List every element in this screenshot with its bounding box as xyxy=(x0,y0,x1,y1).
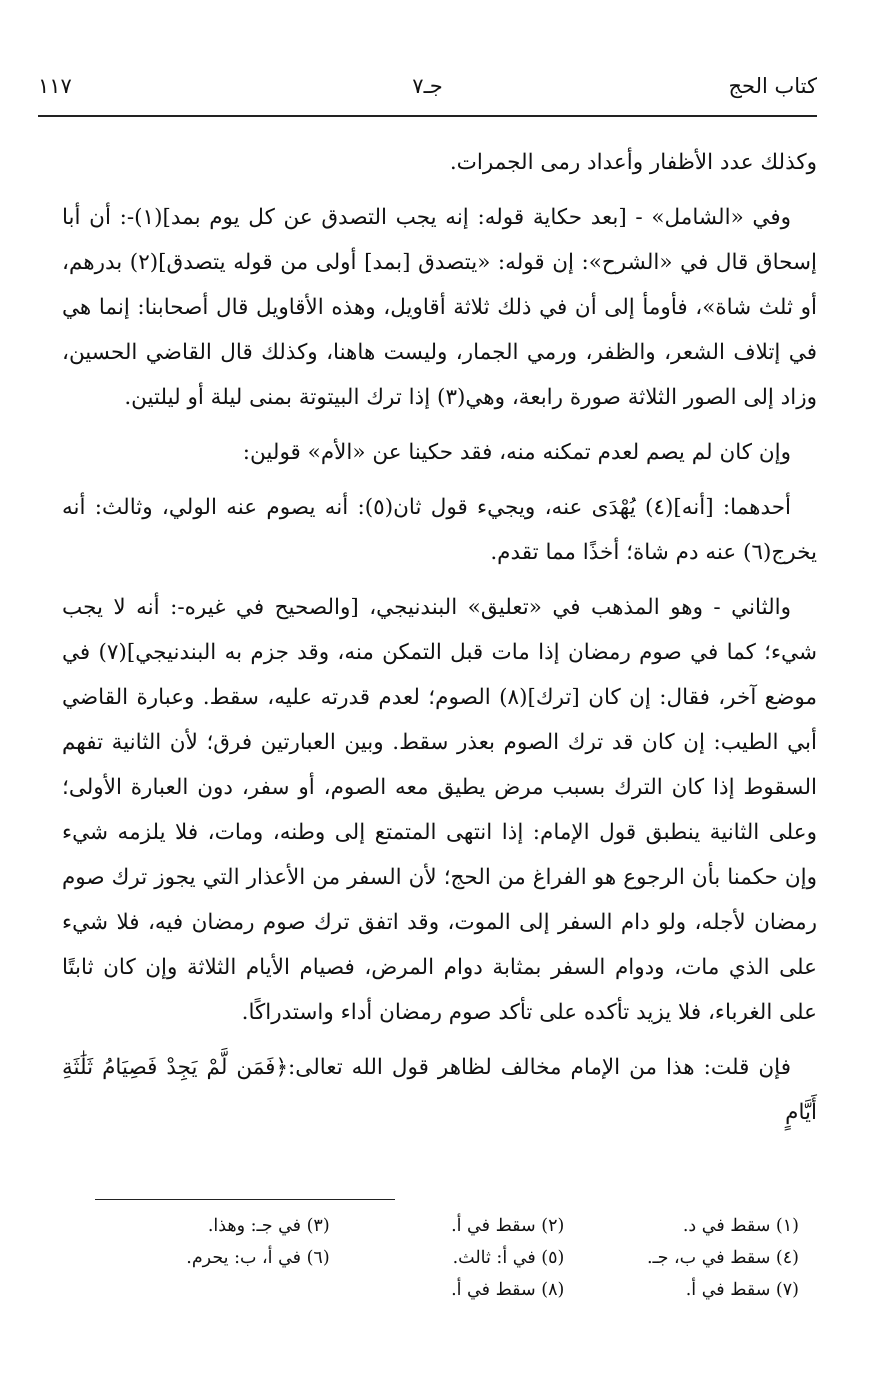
footnote: (٧) سقط في أ. xyxy=(685,1280,799,1300)
footnote: (٨) سقط في أ. xyxy=(451,1280,565,1300)
volume-number: جـ٧ xyxy=(412,74,443,98)
footnote: (٢) سقط في أ. xyxy=(451,1216,565,1236)
paragraph: فإن قلت: هذا من الإمام مخالف لظاهر قول الله تعالى:﴿فَمَن لَّمْ يَجِدْ فَصِيَامُ ثَلَٰثَةِ أَيَّامٍ xyxy=(62,1055,817,1125)
footnotes-rule xyxy=(95,1199,395,1200)
paragraph: والثاني - وهو المذهب في «تعليق» البندنيجي، [والصحيح في غيره-: أنه لا يجب شيء؛ كما في صوم رمضان إذا مات قبل التمكن منه، وقد جزم به البندنيجي](٧) في موضع آخر، فقال: إن كان [ترك](٨) الصوم؛ لعدم قدرته عليه، سقط. وعبارة القاضي أبي الطيب: إن كان قد ترك الصوم بعذر سقط. وبين العبارتين فرق؛ لأن الثانية تفهم السقوط إذا كان الترك بسبب مرض يطيق معه الصوم، أو سفر، دون العبارة الأولى؛ وعلى الثانية ينطبق قول الإمام: إذا انتهى المتمتع إلى وطنه، ومات، فلا يلزمه شيء وإن حكمنا بأن الرجوع هو الفراغ من الحج؛ لأن السفر من الأعذار التي يجوز ترك صوم رمضان لأجله، ولو دام السفر إلى الموت، وقد اتفق ترك صوم رمضان فيه، فلا شيء على الذي مات، ودوام السفر بمثابة دوام المرض، فصيام الأيام الثلاثة وإن كان ثابتًا على الغرباء، فلا يزيد تأكده على تأكد صوم رمضان أداء واستدراكًا. xyxy=(62,595,818,1025)
page-number: ١١٧ xyxy=(38,74,72,98)
body-text xyxy=(62,140,817,1145)
footnote: (٦) في أ، ب: يحرم. xyxy=(186,1248,330,1268)
book-title: كتاب الحج xyxy=(728,74,817,98)
footnote: (٥) في أ: ثالث. xyxy=(452,1248,565,1268)
paragraph: وكذلك عدد الأظفار وأعداد رمى الجمرات. xyxy=(449,150,817,175)
footnote xyxy=(95,1274,330,1306)
footnote: (٣) في جـ: وهذا. xyxy=(207,1216,330,1236)
paragraph: وإن كان لم يصم لعدم تمكنه منه، فقد حكينا عن «الأم» قولين: xyxy=(242,440,791,465)
paragraph: أحدهما: [أنه](٤) يُهْدَى عنه، ويجيء قول ثان(٥): أنه يصوم عنه الولي، وثالث: أنه يخرج(٦) عنه دم شاة؛ أخذًا مما تقدم. xyxy=(62,495,817,565)
footnote-row xyxy=(95,1242,799,1274)
footnote-row xyxy=(95,1210,799,1242)
header-rule xyxy=(38,115,817,117)
footnote: (١) سقط في د. xyxy=(682,1216,799,1236)
footnote: (٤) سقط في ب، جـ. xyxy=(646,1248,799,1268)
footnotes xyxy=(95,1210,799,1306)
page-header xyxy=(38,68,817,108)
paragraph: وفي «الشامل» - [بعد حكاية قوله: إنه يجب التصدق عن كل يوم بمد](١)-: أن أبا إسحاق قال في «الشرح»: إن قوله: «يتصدق [بمد] أولى من قوله يتصدق](٢) بدرهم، أو ثلث شاة»، فأومأ إلى أن في ذلك ثلاثة أقاويل، وهذه الأقاويل قال أصحابنا: إنما هي في إتلاف الشعر، والظفر، ورمي الجمار، وليست هاهنا، وكذلك قال القاضي الحسين، وزاد إلى الصور الثلاثة صورة رابعة، وهي(٣) إذا ترك البيتوتة بمنى ليلة أو ليلتين. xyxy=(62,205,817,410)
footnote-row xyxy=(95,1274,799,1306)
